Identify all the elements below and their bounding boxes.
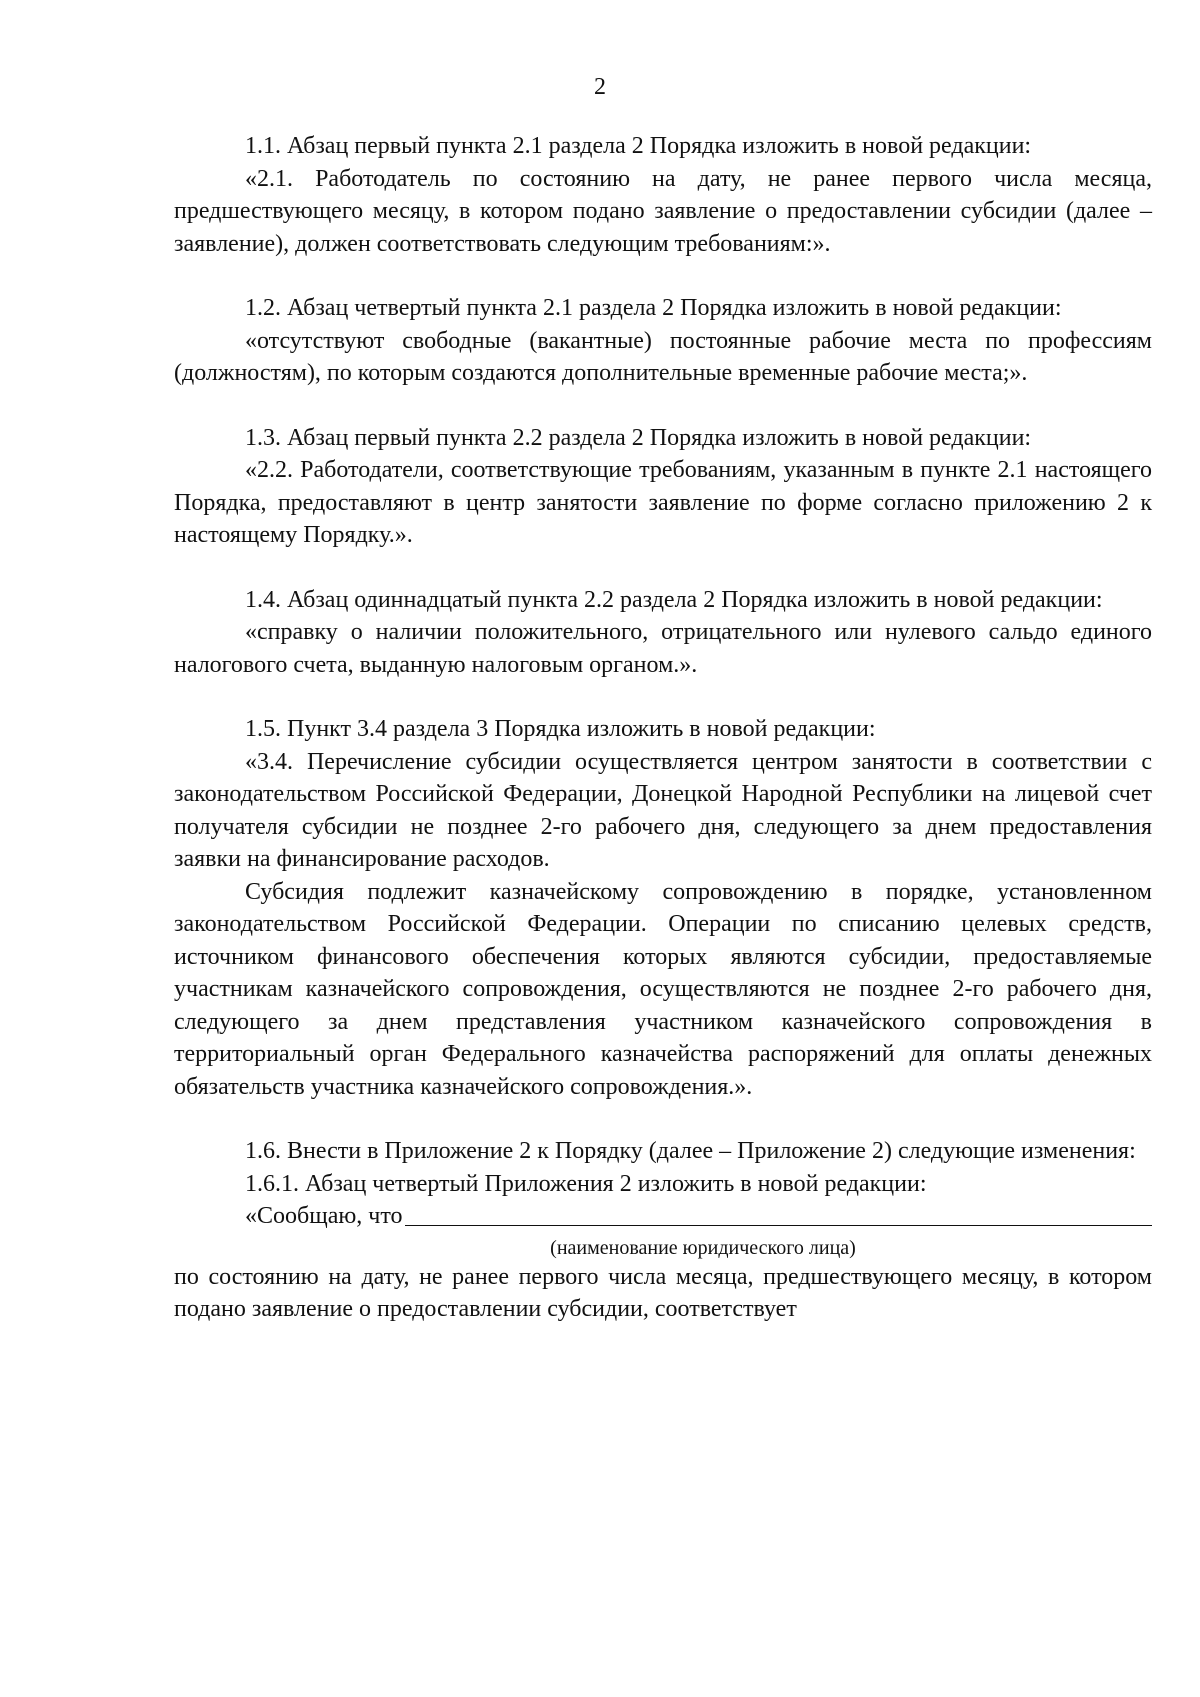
spacer bbox=[174, 390, 1152, 422]
paragraph-1-3-quote: «2.2. Работодатели, соответствующие требованиям, указанным в пункте 2.1 настоящего Порядка, предоставляют в центр занятости заявление по форме согласно приложению 2 к настоящему Порядку.». bbox=[174, 457, 1152, 548]
paragraph-1-4: 1.4. Абзац одиннадцатый пункта 2.2 раздела 2 Порядка изложить в новой редакции: bbox=[245, 586, 1103, 613]
paragraph-1-5-quote-continued: Субсидия подлежит казначейскому сопровождению в порядке, установленном законодательством Российской Федерации. Операции по списанию целевых средств, источником финансового обеспечения которых являются субсидии, предоставляемые участникам казначейского сопровождения, осуществляются не позднее 2-го рабочего дня, следующего за днем представления участником казначейского сопровождения в территориальный орган Федерального казначейства распоряжений для оплаты денежных обязательств участника казначейского сопровождения.». bbox=[174, 878, 1152, 1100]
paragraph-1-1: 1.1. Абзац первый пункта 2.1 раздела 2 Порядка изложить в новой редакции: bbox=[245, 133, 1032, 159]
paragraph-1-5-quote: «3.4. Перечисление субсидии осуществляется центром занятости в соответствии с законодательством Российской Федерации, Донецкой Народной Республики на лицевой счет получателя субсидии не позднее 2-го рабочего дня, следующего за днем предоставления заявки на финансирование расходов. bbox=[174, 748, 1152, 872]
spacer bbox=[174, 260, 1152, 292]
form-line-lead-text: «Сообщаю, что bbox=[245, 1203, 403, 1229]
closing-paragraph: по состоянию на дату, не ранее первого числа месяца, предшествующего месяцу, в котором подано заявление о предоставлении субсидии, соответствует bbox=[174, 1263, 1152, 1322]
page-number: 2 bbox=[594, 74, 606, 100]
spacer bbox=[174, 552, 1152, 584]
form-line-row bbox=[174, 1200, 1152, 1233]
paragraph-1-4-quote: «справку о наличии положительного, отрицательного или нулевого сальдо единого налогового счета, выданную налоговым органом.». bbox=[174, 619, 1152, 678]
underline-caption: (наименование юридического лица) bbox=[550, 1236, 856, 1259]
paragraph-1-2: 1.2. Абзац четвертый пункта 2.1 раздела 2 Порядка изложить в новой редакции: bbox=[245, 295, 1062, 321]
paragraph-1-2-quote: «отсутствуют свободные (вакантные) постоянные рабочие места по профессиям (должностям), по которым создаются дополнительные временные рабочие места;». bbox=[174, 327, 1152, 386]
paragraph-1-6-1: 1.6.1. Абзац четвертый Приложения 2 изложить в новой редакции: bbox=[245, 1170, 927, 1197]
paragraph-1-5: 1.5. Пункт 3.4 раздела 3 Порядка изложить в новой редакции: bbox=[245, 716, 876, 742]
paragraph-1-6: 1.6. Внести в Приложение 2 к Порядку (далее – Приложение 2) следующие изменения: bbox=[245, 1138, 1136, 1164]
spacer bbox=[174, 681, 1152, 713]
paragraph-1-3: 1.3. Абзац первый пункта 2.2 раздела 2 Порядка изложить в новой редакции: bbox=[245, 424, 1032, 451]
paragraph-1-1-quote: «2.1. Работодатель по состоянию на дату, не ранее первого числа месяца, предшествующего месяцу, в котором подано заявление о предоставлении субсидии (далее – заявление), должен соответствовать следующим требованиям:». bbox=[174, 165, 1152, 257]
blank-underline bbox=[405, 1224, 1152, 1226]
document-body bbox=[174, 130, 1152, 1326]
spacer bbox=[174, 1103, 1152, 1135]
